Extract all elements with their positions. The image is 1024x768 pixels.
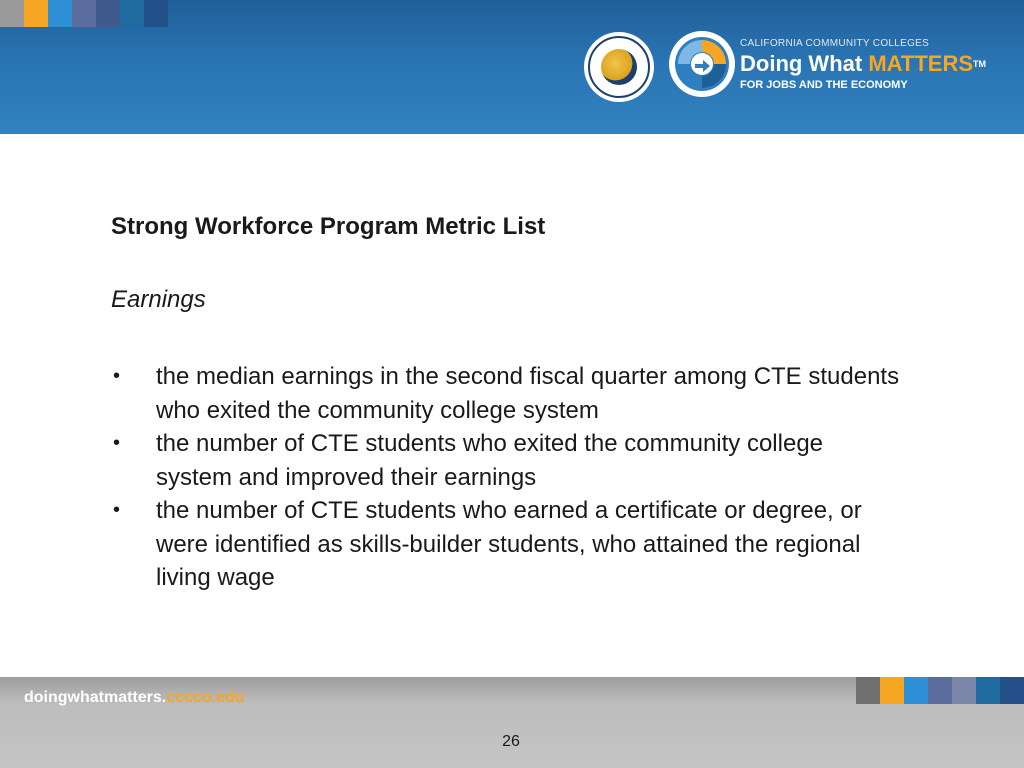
color-swatch	[856, 677, 880, 704]
brand-wordmark	[740, 38, 986, 91]
brand-org-name: CALIFORNIA COMMUNITY COLLEGES	[740, 38, 930, 49]
slide-header	[0, 0, 1024, 134]
color-swatch	[24, 0, 48, 27]
bullet-text: the median earnings in the second fiscal quarter among CTE students who exited the community college system	[156, 363, 900, 424]
footer-url-prefix: doingwhatmatters.	[24, 689, 167, 706]
color-swatch	[120, 0, 144, 27]
color-swatch	[880, 677, 904, 704]
bullet-item	[111, 494, 901, 595]
header-color-swatches	[0, 0, 168, 27]
color-swatch	[96, 0, 120, 27]
footer-color-swatches	[856, 677, 1024, 704]
color-swatch	[48, 0, 72, 27]
seal-core	[601, 49, 637, 85]
color-swatch	[1000, 677, 1024, 704]
color-swatch	[0, 0, 24, 27]
color-swatch	[976, 677, 1000, 704]
brand-trademark: TM	[973, 59, 987, 69]
bullet-glyph: •	[113, 365, 121, 387]
bullet-item	[111, 427, 901, 494]
bullet-item	[111, 360, 901, 427]
doing-what-matters-logo-icon	[668, 30, 736, 98]
brand-tagline: FOR JOBS AND THE ECONOMY	[740, 79, 908, 91]
bullet-glyph: •	[113, 499, 121, 521]
brand-title-prefix: Doing What	[740, 51, 869, 76]
seal-icon	[584, 32, 654, 102]
brand-title-highlight: MATTERS	[868, 51, 974, 76]
bullet-text: the number of CTE students who exited the community college system and improved their earnings	[156, 430, 824, 491]
bullet-text: the number of CTE students who earned a certificate or degree, or were identified as skills-builder students, who attained the regional living wage	[156, 497, 862, 591]
color-swatch	[72, 0, 96, 27]
bullet-list	[111, 360, 901, 595]
brand-title	[740, 51, 986, 77]
footer-url-domain: cccco.edu	[166, 689, 245, 706]
color-swatch	[928, 677, 952, 704]
color-swatch	[952, 677, 976, 704]
slide-subheading: Earnings	[111, 286, 206, 313]
page-number: 26	[502, 733, 520, 750]
bullet-glyph: •	[113, 432, 121, 454]
footer-website-link[interactable]	[24, 689, 245, 707]
seal-ring	[588, 36, 650, 98]
slide-title: Strong Workforce Program Metric List	[111, 213, 546, 240]
color-swatch	[904, 677, 928, 704]
color-swatch	[144, 0, 168, 27]
